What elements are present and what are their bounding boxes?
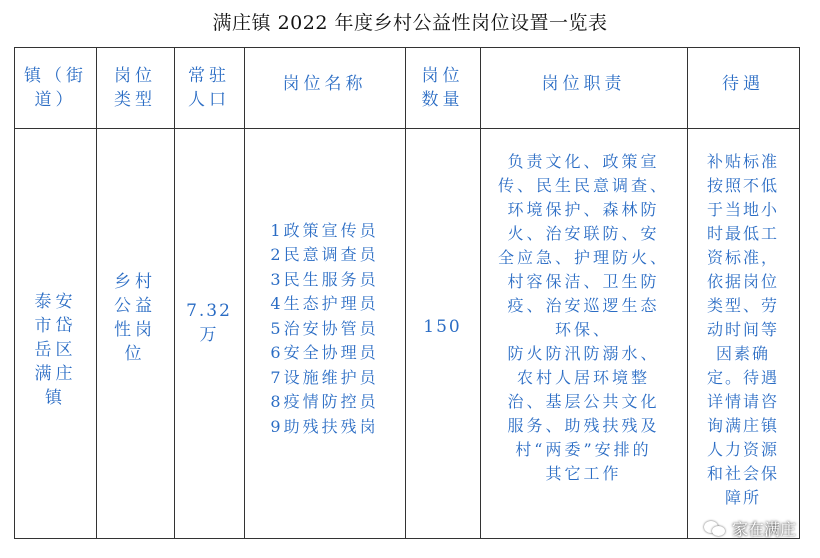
header-type xyxy=(96,48,174,128)
cell-population-text: 7.32 万 xyxy=(186,301,232,345)
cell-post-names xyxy=(244,128,405,538)
header-duties xyxy=(480,48,687,128)
cell-type-text: 乡村 公益 性岗 位 xyxy=(114,272,156,364)
watermark-text: 家在满庄 xyxy=(731,520,796,539)
cell-population xyxy=(174,128,244,538)
header-treatment-label: 待遇 xyxy=(722,74,764,94)
cell-count xyxy=(405,128,480,538)
cell-duties-text: 负责文化、政策宣 传、民生民意调查、 环境保护、森林防 火、治安联防、安 全应急、护理防火、 村容保洁、卫生防 疫、治安巡逻生态 环保、 防火防汛防溺水、 农村人居环境整 治、基层公共文化 服务、助残扶残及 村“两委”安排的 其它工作 xyxy=(497,152,669,483)
cell-type xyxy=(96,128,174,538)
cell-duties xyxy=(480,128,687,538)
header-population xyxy=(174,48,244,128)
post-names-list: 1政策宣传员 2民意调查员 3民生服务员 4生态护理员 5治安协管员 6安全协理员 7设施维护员 8疫情防控员 9助残扶残岗 xyxy=(270,220,379,436)
wechat-icon xyxy=(704,521,726,537)
header-treatment xyxy=(687,48,799,128)
watermark xyxy=(704,517,796,540)
table-title: 满庄镇 2022 年度乡村公益性岗位设置一览表 xyxy=(212,12,608,34)
header-type-label: 岗位 类型 xyxy=(114,66,156,110)
header-post-names-label: 岗位名称 xyxy=(282,74,367,94)
header-count-label: 岗位 数量 xyxy=(421,66,464,110)
cell-count-text: 150 xyxy=(423,317,462,337)
header-count xyxy=(405,48,480,128)
cell-town-text: 泰安 市岱 岳区 满庄 镇 xyxy=(34,292,77,408)
header-duties-label: 岗位职责 xyxy=(541,74,626,94)
posts-table xyxy=(14,47,800,539)
header-post-names xyxy=(244,48,405,128)
cell-treatment xyxy=(687,128,799,538)
header-population-label: 常驻 人口 xyxy=(188,66,230,110)
cell-town xyxy=(15,128,96,538)
header-town xyxy=(15,48,96,128)
cell-treatment-text: 补贴标准 按照不低 于当地小 时最低工 资标准， 依据岗位 类型、劳 动时间等 因素确 定。待遇 详情请咨 询满庄镇 人力资源 和社会保 障所 xyxy=(706,152,779,507)
header-town-label: 镇（街 道） xyxy=(24,66,87,110)
